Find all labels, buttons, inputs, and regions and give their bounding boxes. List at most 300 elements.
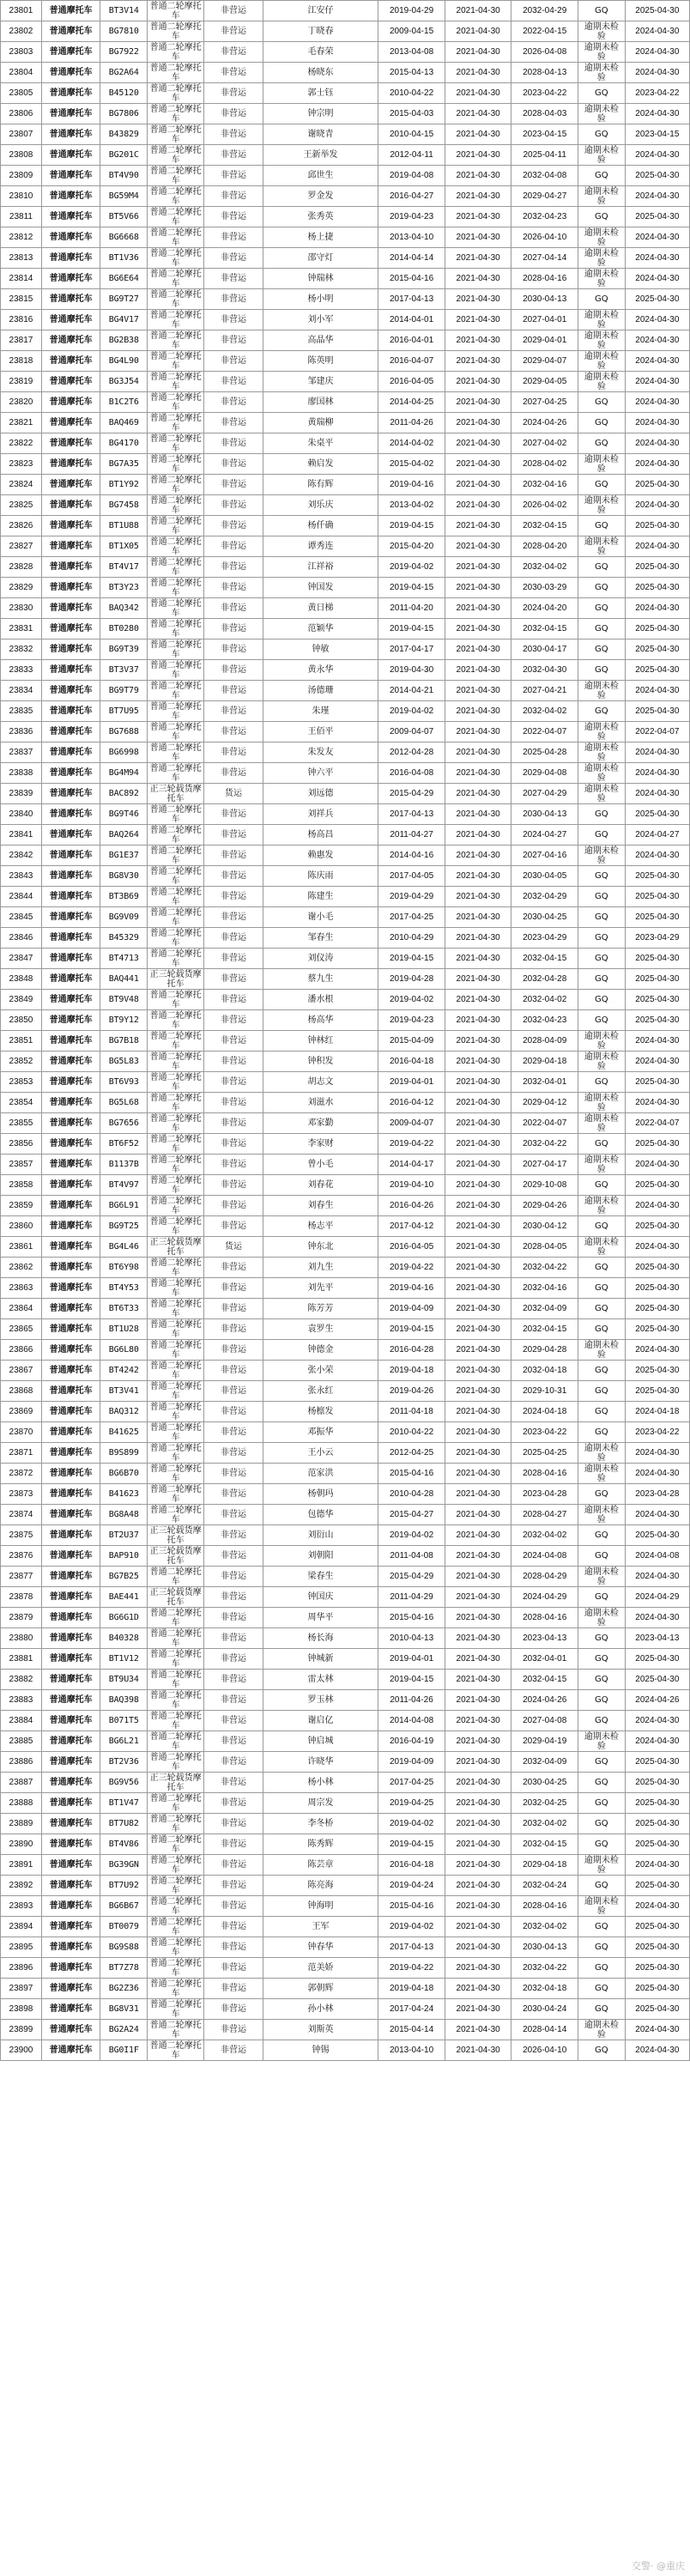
owner-name: 毛春荣 (263, 42, 378, 63)
vehicle-model: 正三轮载货摩托车 (148, 1587, 204, 1608)
registration-date: 2019-04-08 (378, 166, 445, 186)
usage-nature: 非营运 (204, 1608, 263, 1628)
table-row (1, 1464, 690, 1484)
vehicle-model: 普通二轮摩托车 (148, 557, 204, 578)
table-row (1, 310, 690, 330)
plate-number: BT4713 (100, 949, 148, 969)
vehicle-model: 正三轮载货摩托车 (148, 784, 204, 804)
record-no: 23862 (1, 1258, 42, 1278)
inspection-status: GQ (578, 1876, 625, 1896)
registration-date: 2015-04-16 (378, 1896, 445, 1917)
owner-name: 潘水根 (263, 990, 378, 1010)
record-no: 23835 (1, 701, 42, 722)
table-row (1, 701, 690, 722)
usage-nature: 非营运 (204, 207, 263, 227)
record-no: 23890 (1, 1834, 42, 1855)
registration-date: 2010-04-29 (378, 928, 445, 949)
inspection-date: 2021-04-30 (445, 887, 511, 907)
owner-name: 陈亮海 (263, 1876, 378, 1896)
plate-number: B071T5 (100, 1711, 148, 1731)
record-no: 23833 (1, 660, 42, 681)
record-no: 23838 (1, 763, 42, 784)
inspection-status: 逾期未检验 (578, 372, 625, 392)
registration-date: 2013-04-02 (378, 495, 445, 516)
inspection-status: GQ (578, 1752, 625, 1773)
inspection-status: GQ (578, 516, 625, 536)
inspection-due-date: 2024-04-30 (625, 104, 689, 124)
inspection-due-date: 2024-04-30 (625, 1237, 689, 1258)
owner-name: 黄永华 (263, 660, 378, 681)
vehicle-type: 普通摩托车 (41, 557, 100, 578)
inspection-due-date: 2025-04-30 (625, 1216, 689, 1237)
usage-nature: 非营运 (204, 1958, 263, 1979)
vehicle-type: 普通摩托车 (41, 1525, 100, 1546)
scrap-date: 2028-04-02 (511, 454, 578, 475)
scrap-date: 2032-04-15 (511, 619, 578, 639)
inspection-due-date: 2025-04-30 (625, 619, 689, 639)
owner-name: 杨小明 (263, 289, 378, 310)
vehicle-type: 普通摩托车 (41, 1896, 100, 1917)
vehicle-model: 普通二轮摩托车 (148, 392, 204, 413)
inspection-status: 逾期未检验 (578, 1052, 625, 1072)
owner-name: 钟六平 (263, 763, 378, 784)
scrap-date: 2025-04-25 (511, 1443, 578, 1464)
inspection-status: GQ (578, 907, 625, 928)
owner-name: 李家财 (263, 1134, 378, 1155)
scrap-date: 2032-04-09 (511, 1299, 578, 1319)
table-row (1, 248, 690, 269)
vehicle-model: 正三轮载货摩托车 (148, 969, 204, 990)
registration-date: 2019-04-18 (378, 1979, 445, 1999)
vehicle-model: 普通二轮摩托车 (148, 1731, 204, 1752)
inspection-status: GQ (578, 619, 625, 639)
plate-number: BT0079 (100, 1917, 148, 1937)
scrap-date: 2023-04-22 (511, 83, 578, 104)
usage-nature: 非营运 (204, 578, 263, 598)
registration-date: 2016-04-07 (378, 351, 445, 372)
inspection-date: 2021-04-30 (445, 475, 511, 495)
record-no: 23882 (1, 1670, 42, 1690)
vehicle-model: 正三轮载货摩托车 (148, 1237, 204, 1258)
inspection-status: GQ (578, 1711, 625, 1731)
registration-date: 2019-04-22 (378, 1958, 445, 1979)
vehicle-model: 普通二轮摩托车 (148, 1072, 204, 1093)
inspection-date: 2021-04-30 (445, 846, 511, 866)
scrap-date: 2032-04-01 (511, 1649, 578, 1670)
owner-name: 高晶华 (263, 330, 378, 351)
table-row (1, 207, 690, 227)
inspection-date: 2021-04-30 (445, 1731, 511, 1752)
registration-date: 2016-04-05 (378, 1237, 445, 1258)
vehicle-type: 普通摩托车 (41, 351, 100, 372)
plate-number: BT9Y12 (100, 1010, 148, 1031)
inspection-due-date: 2024-04-30 (625, 1711, 689, 1731)
usage-nature: 非营运 (204, 804, 263, 825)
vehicle-model: 普通二轮摩托车 (148, 1052, 204, 1072)
usage-nature: 非营运 (204, 1917, 263, 1937)
vehicle-model: 普通二轮摩托车 (148, 1361, 204, 1381)
inspection-status: GQ (578, 1484, 625, 1505)
usage-nature: 非营运 (204, 1093, 263, 1113)
record-no: 23802 (1, 21, 42, 42)
owner-name: 杨高华 (263, 1010, 378, 1031)
inspection-date: 2021-04-30 (445, 578, 511, 598)
table-row (1, 1216, 690, 1237)
usage-nature: 非营运 (204, 701, 263, 722)
plate-number: BG6L80 (100, 1340, 148, 1361)
registration-date: 2019-04-15 (378, 1319, 445, 1340)
registration-date: 2019-04-15 (378, 1670, 445, 1690)
registration-date: 2019-04-02 (378, 990, 445, 1010)
record-no: 23814 (1, 269, 42, 289)
vehicle-model: 普通二轮摩托车 (148, 63, 204, 83)
usage-nature: 非营运 (204, 825, 263, 846)
table-row (1, 907, 690, 928)
inspection-due-date: 2025-04-30 (625, 166, 689, 186)
plate-number: BG0I1F (100, 2040, 148, 2061)
inspection-date: 2021-04-30 (445, 124, 511, 145)
vehicle-type: 普通摩托车 (41, 846, 100, 866)
usage-nature: 非营运 (204, 1, 263, 21)
table-row (1, 1361, 690, 1381)
scrap-date: 2029-10-31 (511, 1381, 578, 1402)
inspection-date: 2021-04-30 (445, 1155, 511, 1175)
record-no: 23864 (1, 1299, 42, 1319)
inspection-due-date: 2024-04-30 (625, 681, 689, 701)
owner-name: 钟瑞林 (263, 269, 378, 289)
plate-number: BT7U92 (100, 1876, 148, 1896)
registration-date: 2013-04-08 (378, 42, 445, 63)
table-row (1, 846, 690, 866)
table-row (1, 536, 690, 557)
vehicle-type: 普通摩托车 (41, 1958, 100, 1979)
inspection-due-date: 2024-04-30 (625, 63, 689, 83)
owner-name: 郭士钰 (263, 83, 378, 104)
registration-date: 2016-04-27 (378, 186, 445, 207)
record-no: 23898 (1, 1999, 42, 2020)
record-no: 23831 (1, 619, 42, 639)
inspection-status: 逾期未检验 (578, 742, 625, 763)
usage-nature: 非营运 (204, 475, 263, 495)
owner-name: 罗金发 (263, 186, 378, 207)
usage-nature: 非营运 (204, 1216, 263, 1237)
plate-number: BT2U37 (100, 1525, 148, 1546)
usage-nature: 非营运 (204, 1587, 263, 1608)
record-no: 23813 (1, 248, 42, 269)
inspection-due-date: 2023-04-28 (625, 1484, 689, 1505)
inspection-status: GQ (578, 1587, 625, 1608)
scrap-date: 2032-04-09 (511, 1752, 578, 1773)
inspection-due-date: 2025-04-30 (625, 701, 689, 722)
inspection-status: GQ (578, 1258, 625, 1278)
scrap-date: 2024-04-27 (511, 825, 578, 846)
plate-number: BG8V30 (100, 866, 148, 887)
inspection-status: 逾期未检验 (578, 1031, 625, 1052)
inspection-status: GQ (578, 1278, 625, 1299)
inspection-status: 逾期未检验 (578, 1896, 625, 1917)
owner-name: 邹春生 (263, 928, 378, 949)
table-row (1, 619, 690, 639)
vehicle-type: 普通摩托车 (41, 1010, 100, 1031)
owner-name: 王军 (263, 1917, 378, 1937)
vehicle-model: 普通二轮摩托车 (148, 1258, 204, 1278)
inspection-date: 2021-04-30 (445, 1752, 511, 1773)
registration-date: 2019-04-24 (378, 1876, 445, 1896)
scrap-date: 2032-04-15 (511, 516, 578, 536)
vehicle-type: 普通摩托车 (41, 681, 100, 701)
owner-name: 陈芳芳 (263, 1299, 378, 1319)
record-no: 23885 (1, 1731, 42, 1752)
plate-number: BG8V31 (100, 1999, 148, 2020)
scrap-date: 2032-04-15 (511, 1319, 578, 1340)
table-row (1, 124, 690, 145)
vehicle-model: 普通二轮摩托车 (148, 516, 204, 536)
vehicle-type: 普通摩托车 (41, 63, 100, 83)
vehicle-model: 普通二轮摩托车 (148, 990, 204, 1010)
table-row (1, 1072, 690, 1093)
scrap-date: 2028-04-14 (511, 2020, 578, 2040)
inspection-date: 2021-04-30 (445, 269, 511, 289)
registration-date: 2016-04-05 (378, 372, 445, 392)
scrap-date: 2028-04-16 (511, 1464, 578, 1484)
inspection-date: 2021-04-30 (445, 1773, 511, 1793)
table-row (1, 928, 690, 949)
scrap-date: 2032-04-02 (511, 990, 578, 1010)
registration-date: 2015-04-20 (378, 536, 445, 557)
scrap-date: 2027-04-01 (511, 310, 578, 330)
inspection-due-date: 2025-04-30 (625, 887, 689, 907)
vehicle-type: 普通摩托车 (41, 1258, 100, 1278)
table-row (1, 1175, 690, 1196)
watermark: 交警· @重庆 (632, 2561, 685, 2572)
vehicle-type: 普通摩托车 (41, 1505, 100, 1525)
registration-date: 2019-04-01 (378, 1072, 445, 1093)
scrap-date: 2032-04-24 (511, 1876, 578, 1896)
inspection-date: 2021-04-30 (445, 1628, 511, 1649)
usage-nature: 非营运 (204, 1175, 263, 1196)
inspection-due-date: 2024-04-30 (625, 42, 689, 63)
record-no: 23817 (1, 330, 42, 351)
vehicle-type: 普通摩托车 (41, 1, 100, 21)
table-row (1, 1690, 690, 1711)
table-row (1, 1258, 690, 1278)
table-row (1, 1587, 690, 1608)
usage-nature: 非营运 (204, 1979, 263, 1999)
owner-name: 张小荣 (263, 1361, 378, 1381)
inspection-due-date: 2025-04-30 (625, 907, 689, 928)
registration-date: 2011-04-26 (378, 1690, 445, 1711)
plate-number: BG6G1D (100, 1608, 148, 1628)
registration-date: 2014-04-08 (378, 1711, 445, 1731)
inspection-status: 逾期未检验 (578, 63, 625, 83)
vehicle-type: 普通摩托车 (41, 1361, 100, 1381)
owner-name: 孙小林 (263, 1999, 378, 2020)
plate-number: B41625 (100, 1422, 148, 1443)
scrap-date: 2026-04-10 (511, 227, 578, 248)
vehicle-type: 普通摩托车 (41, 660, 100, 681)
inspection-status: GQ (578, 433, 625, 454)
registration-date: 2019-04-15 (378, 949, 445, 969)
table-row (1, 454, 690, 475)
usage-nature: 非营运 (204, 413, 263, 433)
table-row (1, 825, 690, 846)
table-row (1, 1237, 690, 1258)
scrap-date: 2027-04-17 (511, 1155, 578, 1175)
record-no: 23854 (1, 1093, 42, 1113)
owner-name: 钟积发 (263, 1052, 378, 1072)
table-row (1, 1608, 690, 1628)
usage-nature: 非营运 (204, 2020, 263, 2040)
owner-name: 张永红 (263, 1381, 378, 1402)
inspection-status: 逾期未检验 (578, 1196, 625, 1216)
usage-nature: 非营运 (204, 1010, 263, 1031)
inspection-date: 2021-04-30 (445, 1587, 511, 1608)
registration-date: 2015-04-14 (378, 2020, 445, 2040)
scrap-date: 2029-04-28 (511, 1340, 578, 1361)
plate-number: BAQ469 (100, 413, 148, 433)
table-row (1, 598, 690, 619)
vehicle-type: 普通摩托车 (41, 1134, 100, 1155)
vehicle-model: 普通二轮摩托车 (148, 1340, 204, 1361)
scrap-date: 2032-04-15 (511, 1670, 578, 1690)
inspection-due-date: 2024-04-30 (625, 1031, 689, 1052)
inspection-status: 逾期未检验 (578, 1608, 625, 1628)
inspection-due-date: 2024-04-30 (625, 1340, 689, 1361)
usage-nature: 非营运 (204, 372, 263, 392)
inspection-due-date: 2023-04-22 (625, 83, 689, 104)
vehicle-type: 普通摩托车 (41, 227, 100, 248)
inspection-due-date: 2025-04-30 (625, 1752, 689, 1773)
vehicle-model: 普通二轮摩托车 (148, 681, 204, 701)
table-row (1, 1711, 690, 1731)
vehicle-model: 普通二轮摩托车 (148, 1402, 204, 1422)
vehicle-type: 普通摩托车 (41, 1031, 100, 1052)
inspection-date: 2021-04-30 (445, 1711, 511, 1731)
usage-nature: 非营运 (204, 351, 263, 372)
registration-date: 2015-04-09 (378, 1031, 445, 1052)
registration-date: 2016-04-18 (378, 1052, 445, 1072)
registration-date: 2010-04-28 (378, 1484, 445, 1505)
plate-number: BG7922 (100, 42, 148, 63)
plate-number: BT6F52 (100, 1134, 148, 1155)
table-row (1, 1896, 690, 1917)
plate-number: B40328 (100, 1628, 148, 1649)
inspection-status: GQ (578, 1402, 625, 1422)
owner-name: 钟春华 (263, 1937, 378, 1958)
table-row (1, 1670, 690, 1690)
vehicle-type: 普通摩托车 (41, 124, 100, 145)
registration-date: 2015-04-29 (378, 1567, 445, 1587)
inspection-due-date: 2024-04-30 (625, 1855, 689, 1876)
plate-number: BG201C (100, 145, 148, 166)
owner-name: 雷太林 (263, 1670, 378, 1690)
vehicle-type: 普通摩托车 (41, 536, 100, 557)
inspection-date: 2021-04-30 (445, 1505, 511, 1525)
record-no: 23806 (1, 104, 42, 124)
registration-date: 2019-04-29 (378, 1, 445, 21)
scrap-date: 2029-04-18 (511, 1855, 578, 1876)
usage-nature: 非营运 (204, 1072, 263, 1093)
inspection-date: 2021-04-30 (445, 1567, 511, 1587)
vehicle-type: 普通摩托车 (41, 1937, 100, 1958)
inspection-status: GQ (578, 1999, 625, 2020)
vehicle-model: 普通二轮摩托车 (148, 1278, 204, 1299)
registration-date: 2009-04-07 (378, 722, 445, 742)
vehicle-model: 普通二轮摩托车 (148, 2020, 204, 2040)
scrap-date: 2032-04-29 (511, 1, 578, 21)
usage-nature: 非营运 (204, 1299, 263, 1319)
plate-number: BT1V47 (100, 1793, 148, 1814)
inspection-due-date: 2023-04-22 (625, 1422, 689, 1443)
record-no: 23892 (1, 1876, 42, 1896)
vehicle-type: 普通摩托车 (41, 166, 100, 186)
vehicle-type: 普通摩托车 (41, 1587, 100, 1608)
table-row (1, 83, 690, 104)
inspection-status: GQ (578, 1010, 625, 1031)
owner-name: 刘仪涛 (263, 949, 378, 969)
record-no: 23818 (1, 351, 42, 372)
inspection-date: 2021-04-30 (445, 1443, 511, 1464)
vehicle-type: 普通摩托车 (41, 1422, 100, 1443)
inspection-status: GQ (578, 1958, 625, 1979)
inspection-date: 2021-04-30 (445, 495, 511, 516)
inspection-due-date: 2024-04-30 (625, 21, 689, 42)
usage-nature: 非营运 (204, 145, 263, 166)
owner-name: 王新举发 (263, 145, 378, 166)
scrap-date: 2032-04-01 (511, 1072, 578, 1093)
inspection-date: 2021-04-30 (445, 1052, 511, 1072)
inspection-date: 2021-04-30 (445, 804, 511, 825)
inspection-due-date: 2024-04-30 (625, 186, 689, 207)
vehicle-model: 普通二轮摩托车 (148, 1958, 204, 1979)
scrap-date: 2032-04-29 (511, 887, 578, 907)
inspection-due-date: 2025-04-30 (625, 1278, 689, 1299)
inspection-date: 2021-04-30 (445, 1319, 511, 1340)
plate-number: BG9V56 (100, 1773, 148, 1793)
inspection-date: 2021-04-30 (445, 1031, 511, 1052)
record-no: 23900 (1, 2040, 42, 2061)
usage-nature: 非营运 (204, 949, 263, 969)
usage-nature: 非营运 (204, 866, 263, 887)
record-no: 23863 (1, 1278, 42, 1299)
plate-number: BG6L91 (100, 1196, 148, 1216)
owner-name: 邵守灯 (263, 248, 378, 269)
owner-name: 刘朝阳 (263, 1546, 378, 1567)
inspection-due-date: 2025-04-30 (625, 866, 689, 887)
inspection-date: 2021-04-30 (445, 928, 511, 949)
record-no: 23861 (1, 1237, 42, 1258)
inspection-status: GQ (578, 1319, 625, 1340)
record-no: 23840 (1, 804, 42, 825)
table-row (1, 660, 690, 681)
record-no: 23804 (1, 63, 42, 83)
inspection-status: 逾期未检验 (578, 454, 625, 475)
inspection-due-date: 2024-04-29 (625, 1587, 689, 1608)
record-no: 23871 (1, 1443, 42, 1464)
inspection-date: 2021-04-30 (445, 1896, 511, 1917)
vehicle-model: 普通二轮摩托车 (148, 1216, 204, 1237)
record-no: 23870 (1, 1422, 42, 1443)
table-row (1, 1731, 690, 1752)
usage-nature: 非营运 (204, 1155, 263, 1175)
scrap-date: 2025-04-11 (511, 145, 578, 166)
vehicle-model: 正三轮载货摩托车 (148, 1525, 204, 1546)
vehicle-model: 普通二轮摩托车 (148, 1814, 204, 1834)
vehicle-model: 普通二轮摩托车 (148, 763, 204, 784)
inspection-date: 2021-04-30 (445, 1113, 511, 1134)
inspection-date: 2021-04-30 (445, 21, 511, 42)
record-no: 23855 (1, 1113, 42, 1134)
